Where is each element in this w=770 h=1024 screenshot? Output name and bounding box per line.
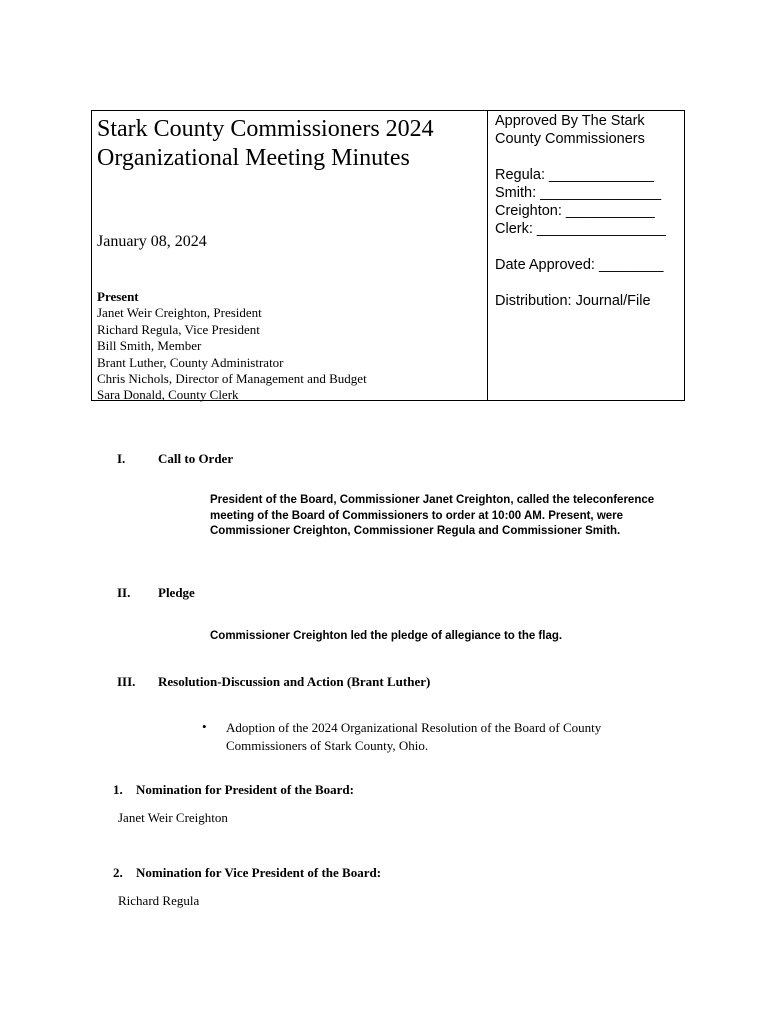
creighton-signature-line: Creighton: ___________	[495, 203, 655, 219]
attendee: Brant Luther, County Administrator	[97, 354, 284, 370]
present-heading: Present	[97, 289, 139, 304]
header-divider	[487, 111, 488, 400]
section-title: Pledge	[158, 585, 195, 600]
attendance-list	[97, 289, 367, 404]
clerk-signature-line: Clerk: ________________	[495, 221, 666, 237]
section-body: Commissioner Creighton led the pledge of allegiance to the flag.	[210, 630, 563, 642]
regula-signature-line: Regula: _____________	[495, 167, 654, 183]
attendee: Bill Smith, Member	[97, 338, 202, 354]
section-title: Resolution-Discussion and Action (Brant Luther)	[158, 674, 431, 689]
bullet-icon: •	[202, 719, 207, 734]
section-title: Call to Order	[158, 451, 234, 466]
document-title: Stark County Commissioners 2024 Organizational Meeting Minutes	[97, 116, 434, 171]
date-approved-line: Date Approved: ________	[495, 257, 664, 273]
approval-block	[495, 112, 685, 310]
approved-by-label: Approved By The Stark County Commissioners	[495, 113, 645, 147]
bullet-item: Adoption of the 2024 Organizational Resolution of the Board of County Commissioners of Stark County, Ohio.	[226, 720, 602, 753]
distribution-line: Distribution: Journal/File	[495, 293, 651, 309]
nominee-name: Janet Weir Creighton	[118, 810, 228, 825]
attendee: Chris Nichols, Director of Management and Budget	[97, 371, 367, 387]
nomination-title: Nomination for Vice President of the Board:	[136, 865, 382, 880]
attendee: Janet Weir Creighton, President	[97, 305, 262, 321]
nomination-number: 2.	[113, 865, 123, 880]
header-table	[91, 110, 685, 401]
section-numeral: III.	[117, 674, 136, 689]
smith-signature-line: Smith: _______________	[495, 185, 662, 201]
section-body: President of the Board, Commissioner Janet Creighton, called the teleconference meeting of the Board of Commissioners to order at 10:00 AM. Present, were Commissioner Creighton, Commissioner Regula and Commissioner Smith.	[210, 494, 655, 537]
nomination-title: Nomination for President of the Board:	[136, 782, 354, 797]
section-numeral: II.	[117, 585, 131, 600]
meeting-date: January 08, 2024	[97, 233, 207, 250]
section-numeral: I.	[117, 451, 126, 466]
attendee: Sara Donald, County Clerk	[97, 387, 239, 403]
nominee-name: Richard Regula	[118, 893, 200, 908]
nomination-number: 1.	[113, 782, 123, 797]
attendee: Richard Regula, Vice President	[97, 321, 260, 337]
